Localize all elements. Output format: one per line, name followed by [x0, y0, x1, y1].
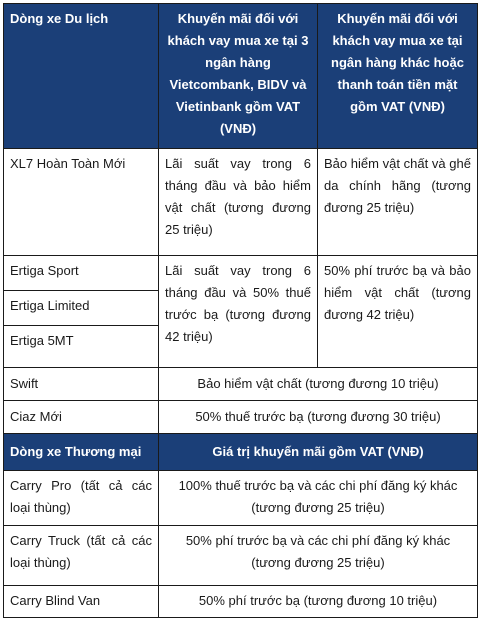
offer-cell: 50% phí trước bạ (tương đương 10 triệu): [159, 585, 478, 617]
table-header-row: [4, 4, 478, 149]
model-cell: Ciaz Mới: [4, 400, 159, 433]
other-offer-cell: 50% phí trước bạ và bảo hiểm vật chất (tương đương 42 triệu): [318, 256, 478, 367]
model-cell: Ertiga Limited: [4, 291, 159, 326]
header-bank-offer: Khuyến mãi đối với khách vay mua xe tại 3 ngân hàng Vietcombank, BIDV và Vietinbank gồm VAT (VNĐ): [159, 4, 318, 149]
model-cell: XL7 Hoàn Toàn Mới: [4, 149, 159, 256]
header-other-offer: Khuyến mãi đối với khách vay mua xe tại ngân hàng khác hoặc thanh toán tiền mặt gồm VAT (VNĐ): [318, 4, 478, 149]
offer-cell: 50% phí trước bạ và các chi phí đăng ký khác (tương đương 25 triệu): [159, 526, 478, 586]
model-cell: Swift: [4, 367, 159, 400]
table-row: [4, 149, 478, 256]
table-row: [4, 367, 478, 400]
model-cell: Carry Blind Van: [4, 585, 159, 617]
table-row: [4, 526, 478, 586]
header-commercial-offer: Giá trị khuyến mãi gồm VAT (VNĐ): [159, 433, 478, 470]
offer-cell: 100% thuế trước bạ và các chi phí đăng ký khác (tương đương 25 triệu): [159, 470, 478, 526]
table-header-row: [4, 433, 478, 470]
promotion-table: [3, 3, 478, 618]
model-cell: Ertiga Sport: [4, 256, 159, 291]
bank-offer-cell: Lãi suất vay trong 6 tháng đầu và 50% thuế trước bạ (tương đương 42 triệu): [159, 256, 318, 367]
model-cell: Ertiga 5MT: [4, 326, 159, 367]
table-row: [4, 400, 478, 433]
table-row: [4, 585, 478, 617]
table-row: [4, 256, 478, 291]
header-commercial-models: Dòng xe Thương mại: [4, 433, 159, 470]
offer-cell: 50% thuế trước bạ (tương đương 30 triệu): [159, 400, 478, 433]
model-cell: Carry Truck (tất cả các loại thùng): [4, 526, 159, 586]
other-offer-cell: Bảo hiểm vật chất và ghế da chính hãng (tương đương 25 triệu): [318, 149, 478, 256]
model-cell: Carry Pro (tất cả các loại thùng): [4, 470, 159, 526]
table-row: [4, 470, 478, 526]
offer-cell: Bảo hiểm vật chất (tương đương 10 triệu): [159, 367, 478, 400]
bank-offer-cell: Lãi suất vay trong 6 tháng đầu và bảo hiểm vật chất (tương đương 25 triệu): [159, 149, 318, 256]
header-passenger-models: Dòng xe Du lịch: [4, 4, 159, 149]
